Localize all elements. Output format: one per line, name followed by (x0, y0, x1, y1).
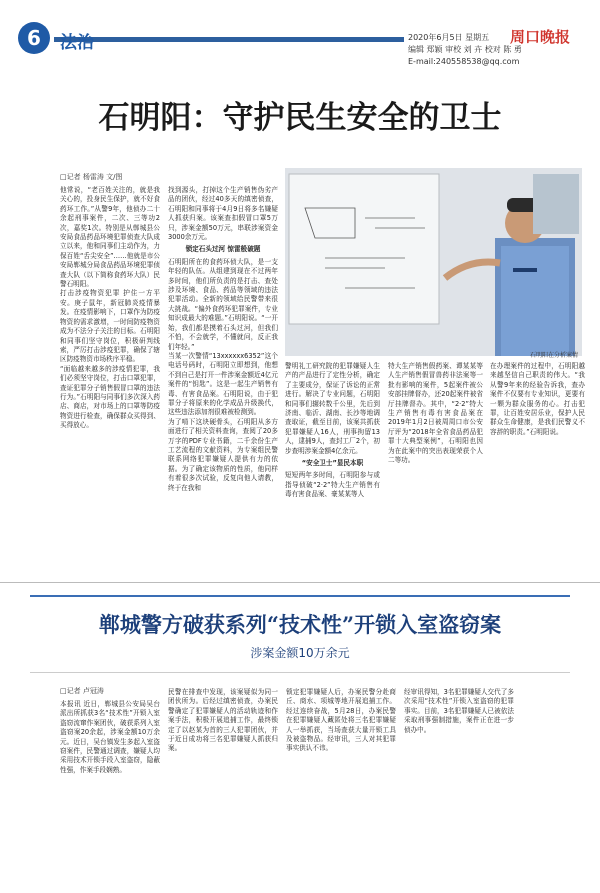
article1-col4-para-b: 在办理案件的过程中，石明阳越来越坚信自己职责的伟大。“我从警9年来的经验告诉我，查办案件不仅要有专业知识，更要有一颗为群众服务的心。打击犯罪，让百姓安居乐业，保护人民群众生命健康，是我们民警义不容辞的职责。”石明阳说。 (490, 362, 585, 436)
article2-col3-para: 锁定犯罪嫌疑人后，办案民警分赴商丘、商水、项城等地开展追捕工作。经过连续奋战，5月28日，办案民警在犯罪嫌疑人藏匿处将三名犯罪嫌疑人一举抓获，当场查获大量开锁工具及被盗物品。经审讯，三人对其犯罪事实供认不讳。 (286, 688, 396, 753)
header-meta (408, 32, 522, 68)
article2-col4-para: 经审讯得知，3名犯罪嫌疑人交代了多次采用“技术性”开锁入室盗窃的犯罪事实。目前，3名犯罪嫌疑人已被依法采取刑事强制措施，案件正在进一步侦办中。 (404, 688, 514, 734)
issue-date: 2020年6月5日 星期五 (408, 33, 490, 42)
header-rule (54, 37, 404, 42)
editor-credits: 编辑 郑颖 审校 刘 卉 校对 陈 勇 (408, 45, 522, 54)
article1-column-4 (388, 362, 483, 576)
article-divider (0, 582, 600, 583)
page-number: 6 (18, 22, 50, 54)
article2-column-2 (168, 688, 278, 888)
article1-col1-para: 他常说，“老百姓关注的，就是我关心的，投身民生保护，就不好食药环工作。”从警9年，他侦办二十余起刑事案件，二次、三等功2次，嘉奖1次。特别是从郸城县公安局食品药品环境犯罪侦查大队成立以来，他和同事们主动作为，力保百姓“舌尖安全”……他就是市公安局郸城分局食品药品环境犯罪侦查大队（以下简称食药环大队）民警石明阳。 (60, 186, 160, 289)
article2-byline: □记者 卢冠涛 (60, 687, 104, 695)
article1-column-5 (490, 362, 585, 576)
article2-col2-para: 民警在排查中发现，该案疑似为同一团伙所为。后经过缜密侦查，办案民警确定了犯罪嫌疑人的活动轨迹和作案手法，积极开展追捕工作，最终锁定了以赵某为首的三人犯罪团伙，并于近日成功将三名犯罪嫌疑人抓获归案。 (168, 688, 278, 753)
article1-byline: □记者 杨雷涛 文/图 (60, 173, 123, 181)
article1-col2-para-c: 当某一次警情“13xxxxxx6352”这个电话号码时，石明阳立即想到，他想不到自己是打开一件涉案金额近4亿元案件的“钥匙”。这是一起生产销售有毒、有害食品案。石明阳说，由于犯罪分子将原来的化学成品升级换代，这些违法添加剂很难被检测到。 (168, 351, 278, 417)
article1-col4-para: 特大生产销售假药案、谭某某等人生产销售假冒兽药非法案等一批有影响的案件，5起案件被公安部挂牌督办，还20起案件被省厅挂牌督办。其中，“2·2”特大生产销售有毒有害食品案在2019年1月2日被周周口市公安厅评为“2018年全省食品药品犯罪十大典型案例”，石明阳也因为在此案中的突出表现荣获个人二等功。 (388, 362, 483, 465)
article1-column-2 (168, 186, 278, 576)
section-title: 法治 (60, 33, 94, 53)
newspaper-logo: 周口晚报 (510, 28, 571, 46)
article2-column-4 (404, 688, 514, 888)
article1-headline: 石明阳：守护民生安全的卫士 (98, 100, 502, 136)
article2-subheadline: 涉案金额10万余元 (250, 646, 350, 660)
page-header (0, 0, 600, 72)
contact-email: E-mail:240558538@qq.com (408, 57, 520, 66)
article2-col1-para: 本报讯 近日，郸城县公安局吴台派出所抓获3名“技术性”开锁入室盗窃流窜作案团伙，破获系列入室盗窃案20余起，涉案金额10万余元。近日，吴台镇发生多起入室盗窃案件，民警通过调查，嫌疑人均采用技术开锁手段入室盗窃，隐蔽性强，作案手段娴熟。 (60, 700, 160, 774)
article1-col2-para-d: 为了啃下这块硬骨头，石明阳从多方面进行了相关资料查询，查阅了20多万字的PDF专业书籍，二千余份生产工艺流程的文献资料，为专案组民警联系网络犯罪嫌疑人提供有力的依据。为了确定该物质的性质，他同样有着很多次试验，反复向他人请教，终于在我和 (168, 417, 278, 492)
article1-col1-para-c: “面临越来越多的涉疫情犯罪，我们必须坚守岗位，打击口罩犯罪，查证犯罪分子销售假冒口罩的违法行为。”石明阳与同事们多次深入药店、商店，对市场上的口罩等防疫物资进行检查，确保群众买得到、买得放心。 (60, 364, 160, 430)
article1-col2-para-b: 石明阳所在的食药环侦大队，是一支年轻的队伍。从组建到现在不过两年多时间，他们所负责的是打击、查处涉及环境、食品、药品等领域的违法犯罪活动。全新的领域给民警带来很大挑战。“偏外食药环犯罪案件，专业知识成最大的难题。”石明阳说。“一开始，我们都是摸着石头过河，但我们不怕，不会就学，不懂就问，反正我们年轻。” (168, 257, 278, 351)
article2-headline: 郸城警方破获系列“技术性”开锁入室盗窃案 (98, 612, 502, 637)
article2-column-1 (60, 700, 160, 888)
article1-col2-subhead: 锁定石头过河 惊雷般破题 (185, 245, 261, 254)
article1-column-1 (60, 186, 160, 576)
article1-column-3 (285, 362, 380, 576)
article2-column-3 (286, 688, 396, 888)
article2-banner (30, 595, 570, 673)
photo-caption: 石明阳在分析案情 (530, 352, 579, 359)
article1-col1-para-b: 打击涉疫物资犯罪 护住一方平安。庚子鼠年，新冠肺炎疫情暴发。在疫情影响下，口罩作为防疫物资的需求激增，一时间防疫物资成为不法分子关注的目标。石明阳和同事们坚守岗位，积极研判线索，严厉打击涉疫犯罪，确保了辖区防疫物资市场秩序平稳。 (60, 289, 160, 364)
article1-col3-para-b: 短短两年多时间，石明阳参与或指导侦破“2·2”特大生产销售有毒有害食品案、豪某某等人 (285, 471, 380, 499)
article1-col3-para: 警明礼工研究院的犯罪嫌疑人生产的产品进行了定性分析，确定了主要成分，保证了诉讼的正常进行。解决了专业问题，石明阳和同事们辗转数千公里，先后到济南、临沂、湖南、长沙等地调查取证，截至目前，该案共抓获犯罪嫌疑人16人，刑事拘留13人，逮捕9人，查封工厂2个，初步查明涉案金额4亿余元。 (285, 362, 380, 455)
article1-col2-para: 找到源头，打掉这个生产销售伪劣产品的团伙，经过40多天的缜密侦查，石明阳和同事将于4月9日将多名嫌疑人抓获归案。该案查扣假冒口罩5万只，涉案金额50万元，串联涉案资金3000余万元。 (168, 186, 278, 242)
officer-at-whiteboard-image (285, 168, 582, 356)
article1-col3-subhead: “安全卫士”显民本职 (301, 459, 364, 468)
article1-photo (285, 168, 582, 356)
